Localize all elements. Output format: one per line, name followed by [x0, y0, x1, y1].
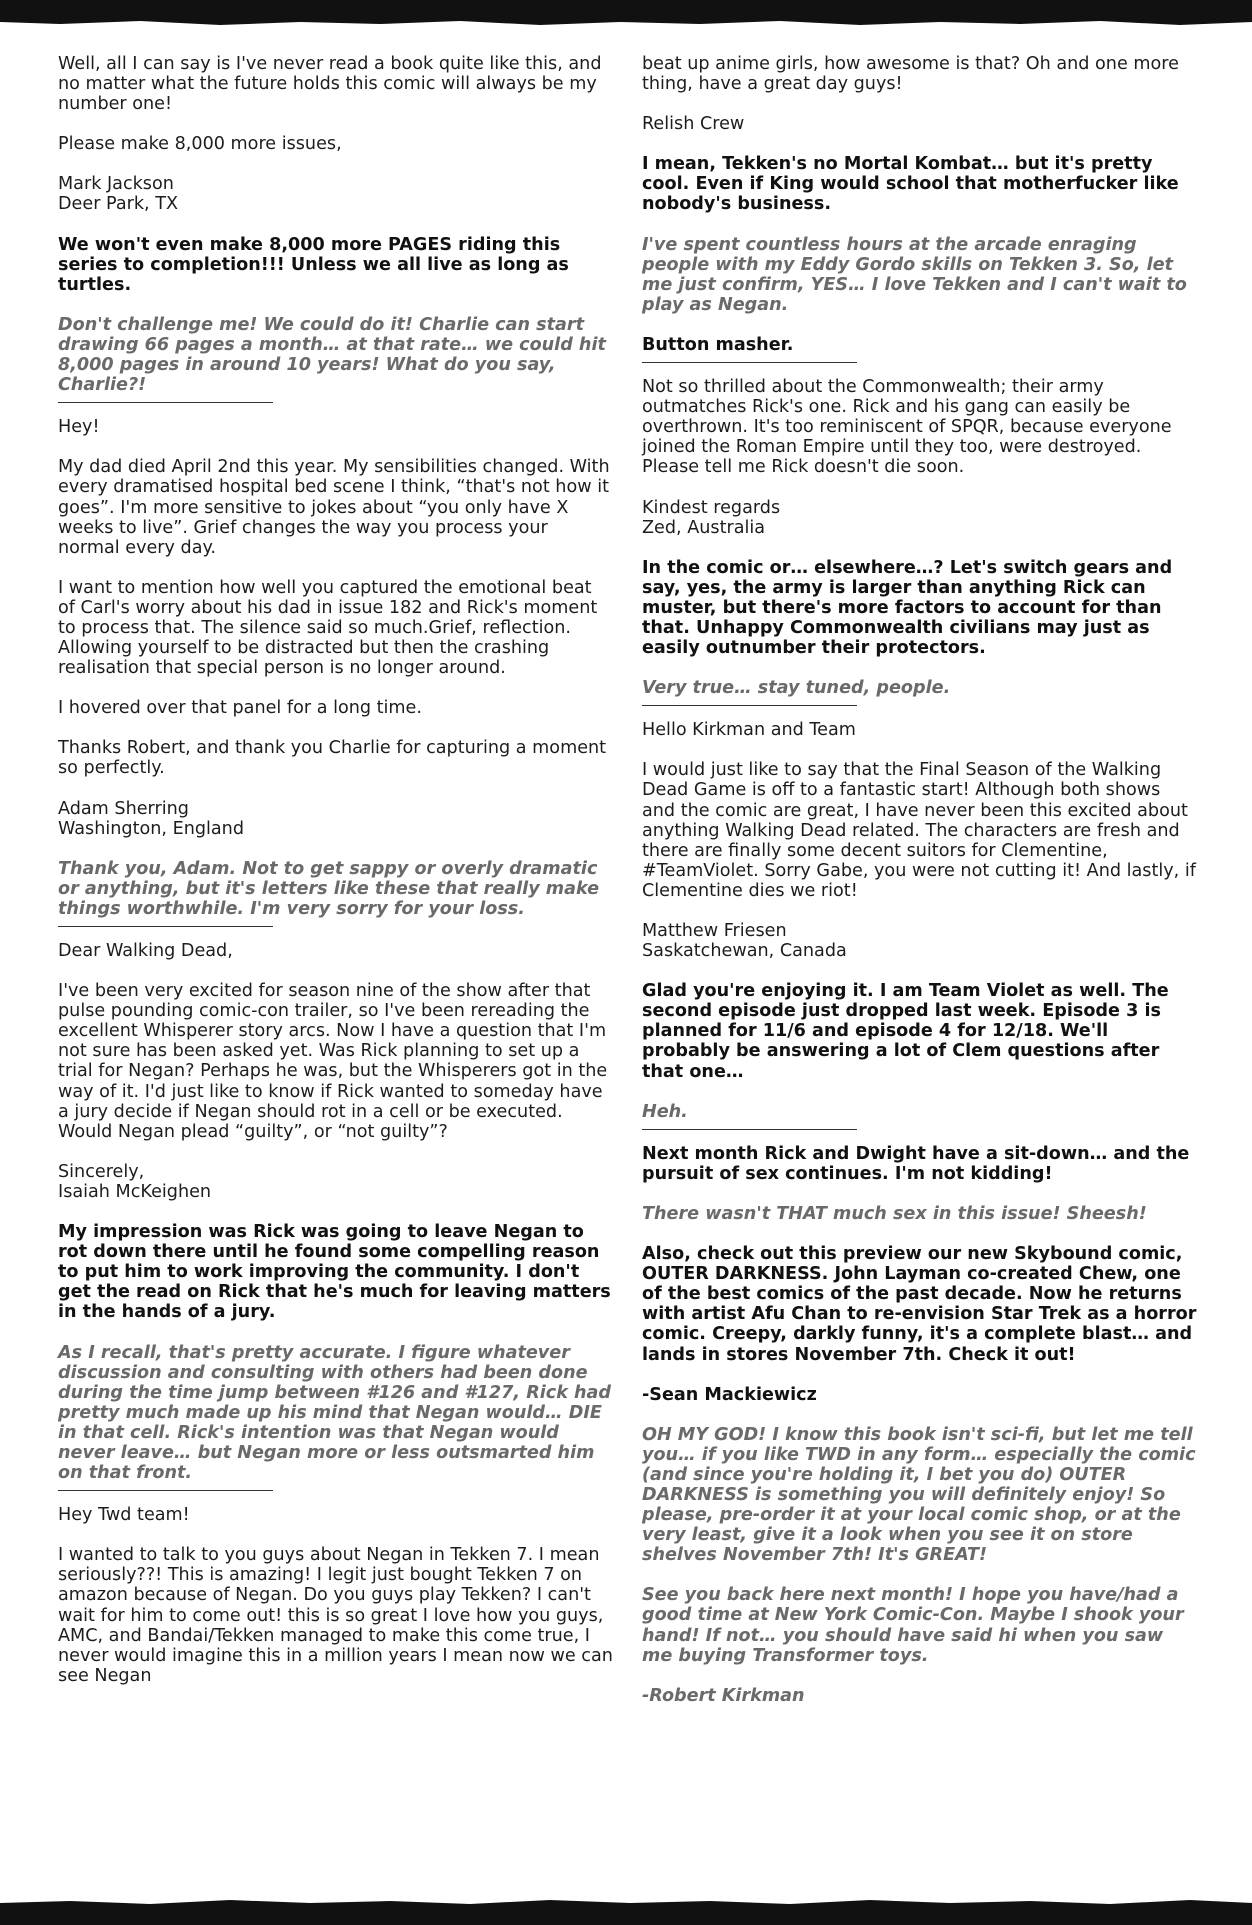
- reader-letter-paragraph: Dear Walking Dead,: [58, 941, 233, 961]
- editor-response: Glad you're enjoying it. I am Team Violet as well. The second episode just dropped last week. Episode 3 is planned for 11/6 and episode 4 for 12/18. We'll probably be answering a lot of Clem questions after that one…: [642, 981, 1169, 1082]
- section-divider: [58, 401, 273, 403]
- editor-aside: Don't challenge me! We could do it! Charlie can start drawing 66 pages a month… at that rate… we could hit 8,000 pages in around 10 years! What do you say, Charlie?!: [58, 314, 606, 396]
- reader-letter-paragraph: I wanted to talk to you guys about Negan in Tekken 7. I mean seriously??! This is amazing! I legit just bought Tekken 7 on amazon because of Negan. Do you guys play Tekken? I can't wait for him to come out! this is so great I love how you guys, AMC, and Bandai/Tekken managed to make this come true, I never would imagine this in a million years I mean now we can see Negan: [58, 1545, 613, 1686]
- reader-letter-paragraph: I want to mention how well you captured the emotional beat of Carl's worry about his dad in issue 182 and Rick's moment to process that. The silence said so much.Grief, reflection. Allowing yourself to be distracted but then the crashing realisation that special person is no longer around.: [58, 577, 598, 679]
- reader-letter-paragraph: Please make 8,000 more issues,: [58, 134, 342, 155]
- reader-letter-paragraph: I hovered over that panel for a long time.: [58, 698, 422, 719]
- reader-letter-paragraph: Relish Crew: [642, 114, 745, 135]
- editor-response: Next month Rick and Dwight have a sit-down… and the pursuit of sex continues. I'm not kidding!: [642, 1143, 1190, 1184]
- reader-letter-paragraph: Kindest regards Zed, Australia: [642, 497, 781, 538]
- reader-letter-paragraph: My dad died April 2nd this year. My sensibilities changed. With every dramatised hospital bed scene I think, “that's not how it goes”. I'm more sensitive to jokes about “you only have X weeks to live”. Grief changes the way you process your normal every day.: [58, 457, 610, 558]
- reader-letter-paragraph: Matthew Friesen Saskatchewan, Canada: [642, 921, 847, 962]
- bottom-border: [0, 1895, 1252, 1925]
- editor-response: In the comic or… elsewhere…? Let's switch gears and say, yes, the army is larger than anything Rick can muster, but there's more factors to account for than that. Unhappy Commonwealth civilians may just as easily outnumber their protectors.: [642, 557, 1173, 659]
- editor-aside: See you back here next month! I hope you have/had a good time at New York Comic-Con. Maybe I shook your hand! If not… you should have said hi when you saw me buying Transformer toys.: [642, 1585, 1184, 1666]
- editor-response: -Sean Mackiewicz: [642, 1384, 817, 1405]
- editor-response: I mean, Tekken's no Mortal Kombat… but it's pretty cool. Even if King would school that motherfucker like nobody's business.: [642, 154, 1179, 215]
- editor-aside: -Robert Kirkman: [642, 1685, 805, 1706]
- reader-letter-paragraph: Mark Jackson Deer Park, TX: [58, 174, 179, 215]
- reader-letter-paragraph: Hello Kirkman and Team: [642, 720, 856, 741]
- editor-aside: Thank you, Adam. Not to get sappy or overly dramatic or anything, but it's letters like these that really make things worthwhile. I'm very sorry for your loss.: [58, 858, 599, 919]
- editor-response: Button masher.: [642, 334, 794, 355]
- editor-aside: There wasn't THAT much sex in this issue! Sheesh!: [642, 1203, 1147, 1224]
- editor-aside: As I recall, that's pretty accurate. I figure whatever discussion and consulting with others had been done during the time jump between #126 and #127, Rick had pretty much made up his mind that Negan would… DIE in that cell. Rick's intention was that Negan would never leave… but Negan more or less outsmarted him on that front.: [58, 1342, 612, 1484]
- reader-letter-paragraph: Sincerely, Isaiah McKeighen: [58, 1161, 212, 1202]
- editor-aside: Very true… stay tuned, people.: [642, 678, 951, 699]
- reader-letter-paragraph: Hey Twd team!: [58, 1505, 190, 1526]
- editor-aside: I've spent countless hours at the arcade enraging people with my Eddy Gordo skills on Tekken 3. So, let me just confirm, YES… I love Tekken and I can't wait to play as Negan.: [642, 234, 1187, 315]
- reader-letter-paragraph: Hey!: [58, 417, 100, 438]
- editor-aside: OH MY GOD! I know this book isn't sci-fi, but let me tell you… if you like TWD in any form… especially the comic (and since you're holding it, I bet you do) OUTER DARKNESS is something you will definitely enjoy! So please, pre-order it at your local comic shop, or at the very least, give it a look when you see it on store shelves November 7th! It's GREAT!: [642, 1424, 1196, 1566]
- section-divider: [642, 361, 857, 363]
- section-divider: [58, 925, 273, 927]
- letters-column-right: [642, 54, 1198, 1726]
- reader-letter-paragraph: I would just like to say that the Final Season of the Walking Dead Game is off to a fantastic start! Although both shows and the comic are great, I have never been this excited about anything Walking Dead related. The characters are fresh and there are finally some decent suitors for Clementine, #TeamViolet. Sorry Gabe, you were not cutting it! And lastly, if Clementine dies we riot!: [642, 760, 1196, 901]
- section-divider: [58, 1489, 273, 1491]
- editor-aside: Heh.: [642, 1101, 688, 1122]
- letters-column-left: [58, 54, 614, 1706]
- reader-letter-paragraph: I've been very excited for season nine of the show after that pulse pounding comic-con trailer, so I've been rereading the excellent Whisperer story arcs. Now I have a question that I'm not sure has been asked yet. Was Rick planning to set up a trial for Negan? Perhaps he was, but the Whisperers got in the way of it. I'd just like to know if Rick wanted to someday have a jury decide if Negan should rot in a cell or be executed. Would Negan plead “guilty”, or “not guilty”?: [58, 981, 608, 1142]
- editor-response: We won't even make 8,000 more PAGES riding this series to completion!!! Unless we all live as long as turtles.: [58, 234, 569, 295]
- reader-letter-paragraph: Not so thrilled about the Commonwealth; their army outmatches Rick's one. Rick and his gang can easily be overthrown. It's too reminiscent of SPQR, because everyone joined the Roman Empire until they too, were destroyed. Please tell me Rick doesn't die soon.: [642, 377, 1172, 478]
- section-divider: [642, 1128, 857, 1130]
- editor-response: My impression was Rick was going to leave Negan to rot down there until he found some compelling reason to put him to work improving the community. I don't get the read on Rick that he's much for leaving matters in the hands of a jury.: [58, 1222, 611, 1323]
- editor-response: Also, check out this preview our new Skybound comic, OUTER DARKNESS. John Layman co-created Chew, one of the best comics of the past decade. Now he returns with artist Afu Chan to re-envision Star Trek as a horror comic. Creepy, darkly funny, it's a complete blast… and lands in stores November 7th. Check it out!: [642, 1244, 1197, 1365]
- section-divider: [642, 704, 857, 706]
- top-border: [0, 0, 1252, 30]
- reader-letter-paragraph: Adam Sherring Washington, England: [58, 798, 244, 839]
- reader-letter-paragraph: Well, all I can say is I've never read a book quite like this, and no matter what the future holds this comic will always be my number one!: [58, 54, 602, 115]
- reader-letter-paragraph: Thanks Robert, and thank you Charlie for capturing a moment so perfectly.: [58, 738, 607, 779]
- reader-letter-paragraph: beat up anime girls, how awesome is that? Oh and one more thing, have a great day guys!: [642, 54, 1179, 95]
